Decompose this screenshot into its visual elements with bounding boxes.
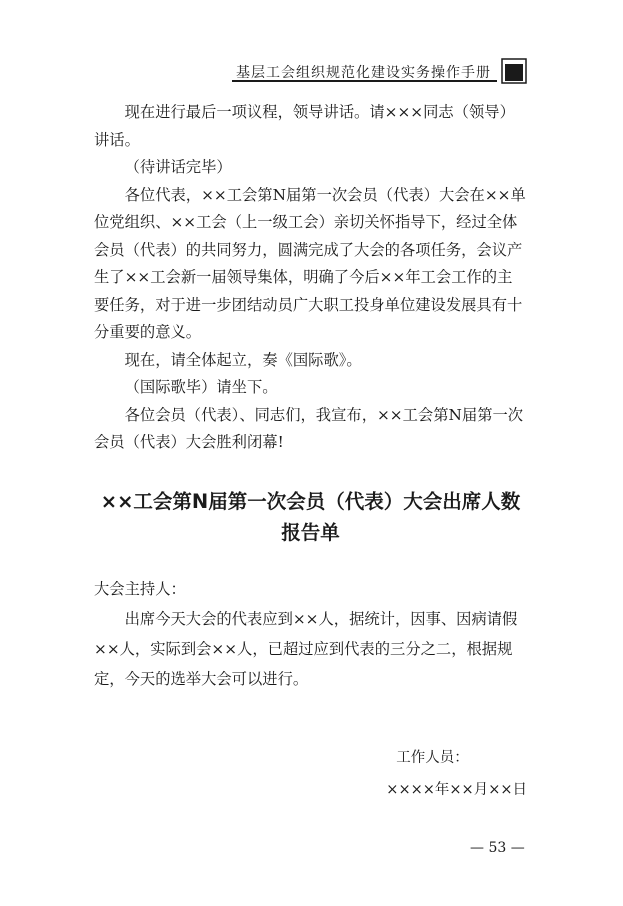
report-title-line: ××工会第N届第一次会员（代表）大会出席人数 [100,490,521,513]
header-rule [232,80,497,82]
paragraph: （待讲话完毕） [124,158,232,176]
running-header [232,58,527,86]
running-header-title: 基层工会组织规范化建设实务操作手册 [236,65,491,81]
report-salutation: 大会主持人： [94,580,186,598]
paragraph: 各位会员（代表）、同志们，我宣布，××工会第N届第一次会员（代表）大会胜利闭幕! [94,405,524,451]
paragraph: 现在，请全体起立，奏《国际歌》。 [124,350,362,369]
report-content: 出席今天大会的代表应到××人，据统计，因事、因病请假××人，实际到会××人，已超过应到代表的三分之二，根据规定，今天的选举大会可以进行。 [94,610,518,688]
report-date: ××××年××月××日 [386,782,527,798]
paragraph: 现在进行最后一项议程，领导讲话。请×××同志（领导）讲话。 [94,103,515,149]
signature-block [386,742,527,806]
report-title-line: 报告单 [281,521,340,544]
staff-label: 工作人员： [396,750,469,766]
page-number: — 53 — [470,840,525,856]
attendance-report [94,574,527,694]
corner-square-icon [501,58,527,84]
report-title [94,486,527,548]
closing-speech [94,99,527,457]
paragraph: （国际歌毕）请坐下。 [124,378,278,396]
paragraph: 各位代表，××工会第N届第一次会员（代表）大会在××单位党组织、××工会（上一级工会）亲切关怀指导下，经过全体会员（代表）的共同努力，圆满完成了大会的各项任务，会议产生了××工会新一届领导集体，明确了今后××年工会工作的主要任务，对于进一步团结动员广大职工投身单位建设发展具有十分重要的意义。 [94,185,526,341]
